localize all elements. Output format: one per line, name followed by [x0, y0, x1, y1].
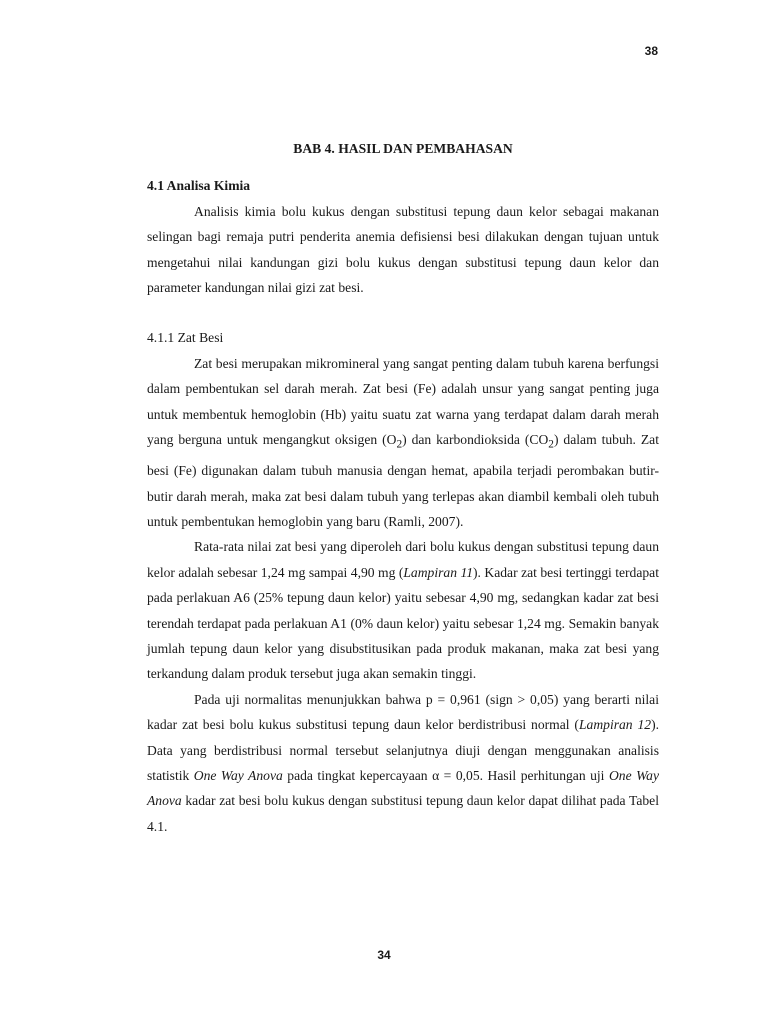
subscript: 2 — [548, 438, 554, 451]
appendix-reference: Lampiran 11 — [403, 564, 474, 580]
paragraph-text: pada tingkat kepercayaan α = 0,05. Hasil perhitungan uji — [282, 768, 609, 784]
subsection-heading: 4.1.1 Zat Besi — [147, 330, 224, 346]
appendix-reference: Lampiran 12 — [578, 717, 652, 733]
footer-page-number: 34 — [377, 948, 391, 962]
paragraph-text: Zat besi merupakan mikromineral yang sangat penting dalam tubuh karena berfungsi dalam pembentukan sel darah merah. Zat besi (Fe) adalah unsur yang sangat penting juga untuk membentuk hemoglobin (Hb) yaitu suatu zat warna yang terdapat dalam darah merah yang berguna untuk mengangkut oksigen (O — [147, 355, 659, 448]
paragraph-normality-test — [147, 687, 659, 839]
paragraph-text: ) dalam tubuh. Zat besi (Fe) digunakan dalam tubuh manusia dengan hemat, apabila terjadi perombakan butir-butir darah merah, maka zat besi dalam tubuh yang terlepas akan diambil kembali oleh tubuh untuk pembentukan hemoglobin yang baru (Ramli, 2007). — [147, 432, 659, 529]
paragraph-text: Pada uji normalitas menunjukkan bahwa p = 0,961 (sign > 0,05) yang berarti nilai kadar zat besi bolu kukus substitusi tepung daun kelor berdistribusi normal ( — [147, 691, 659, 733]
header-page-number: 38 — [644, 44, 658, 58]
paragraph-text: kadar zat besi bolu kukus dengan substitusi tepung daun kelor dapat dilihat pada Tabel 4.1. — [147, 793, 659, 834]
paragraph-text: ). Data yang berdistribusi normal tersebut selanjutnya diuji dengan menggunakan analisis statistik — [147, 717, 660, 784]
paragraph-iron-results — [147, 534, 659, 686]
paragraph-text: ). Kadar zat besi tertinggi terdapat pada perlakuan A6 (25% tepung daun kelor) yaitu sebesar 4,90 mg, sedangkan kadar zat besi terendah terdapat pada perlakuan A1 (0% daun kelor) yaitu sebesar 1,24 mg. Semakin banyak jumlah tepung daun kelor yang disubstitusikan pada produk makanan, maka zat besi yang terkandung dalam produk tersebut juga akan semakin tinggi. — [147, 564, 659, 682]
subscript: 2 — [396, 438, 403, 451]
section-intro-paragraph: Analisis kimia bolu kukus dengan substitusi tepung daun kelor sebagai makanan selingan bagi remaja putri penderita anemia defisiensi besi dilakukan dengan tujuan untuk mengetahui nilai kandungan gizi bolu kukus dengan substitusi tepung daun kelor dan parameter kandungan nilai gizi zat besi. — [147, 203, 659, 296]
paragraph-text: ) dan karbondioksida (CO — [402, 432, 549, 448]
statistical-term: One Way Anova — [147, 768, 659, 809]
page-body — [147, 136, 659, 839]
paragraph-zat-besi-definition — [147, 351, 659, 535]
paragraph-text: Rata-rata nilai zat besi yang diperoleh dari bolu kukus dengan substitusi tepung daun kelor adalah sebesar 1,24 mg sampai 4,90 mg ( — [147, 539, 659, 580]
statistical-term: One Way Anova — [193, 768, 283, 784]
section-heading: 4.1 Analisa Kimia — [147, 178, 251, 194]
chapter-title: BAB 4. HASIL DAN PEMBAHASAN — [293, 141, 513, 156]
